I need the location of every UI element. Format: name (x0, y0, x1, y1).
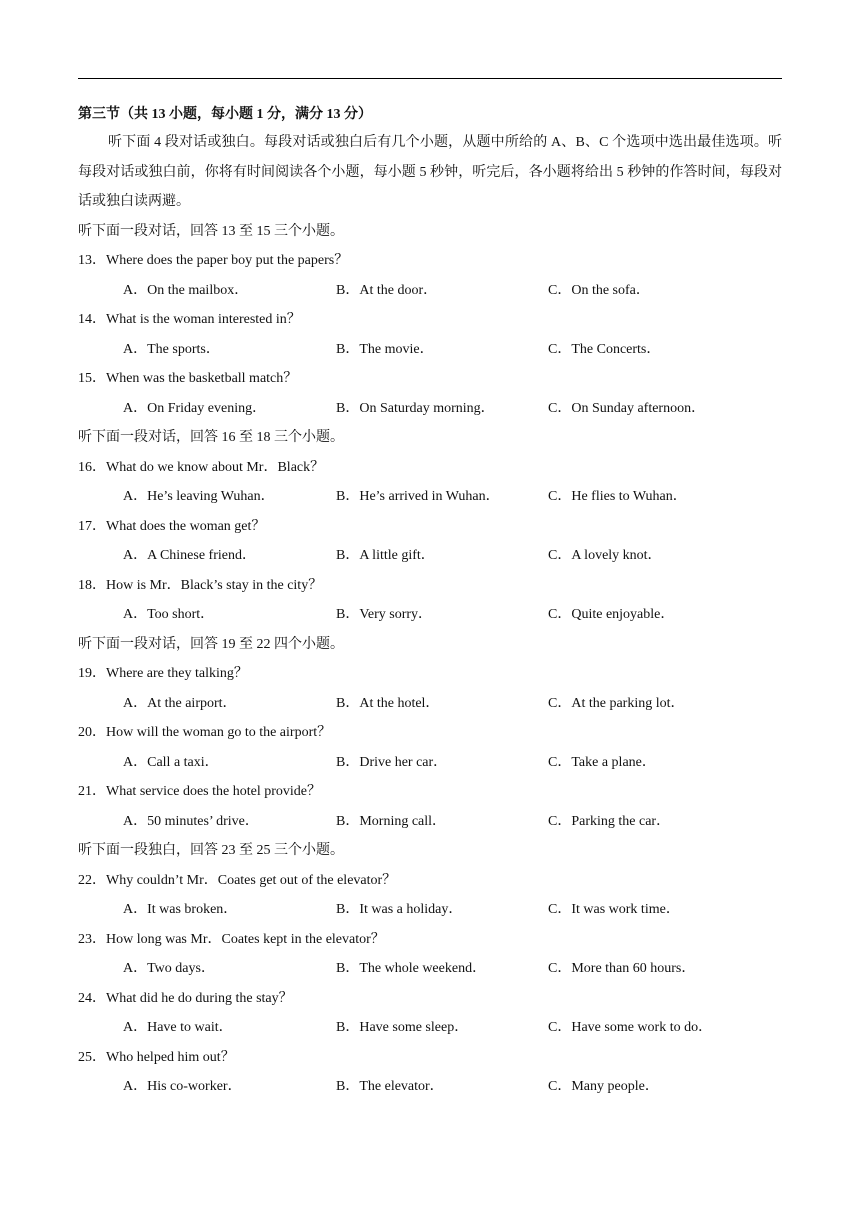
section-instructions: 听下面 4 段对话或独白。每段对话或独白后有几个小题，从题中所给的 A、B、C 个选项中选出最佳选项。听每段对话或独白前，你将有时间阅读各个小题，每小题 5 秒钟，听完后，各小题将给出 5 秒钟的作答时间，每段对话或独白读两避。 (78, 135, 782, 209)
option-c: C．The Concerts． (548, 341, 661, 357)
question-stem: 25．Who helped him out？ (78, 1049, 235, 1065)
option-a: A．The sports． (123, 341, 220, 357)
group-intro: 听下面一段独白，回答 23 至 25 三个小题。 (78, 843, 344, 858)
option-b: B．At the door． (336, 282, 438, 298)
question-item (78, 866, 782, 925)
option-c: C．Many people． (548, 1079, 659, 1094)
question-item (78, 305, 782, 364)
question-item (78, 777, 782, 836)
question-item (78, 984, 782, 1043)
answer-options (78, 394, 782, 424)
group-intro: 听下面一段对话，回答 19 至 22 四个小题。 (78, 636, 344, 652)
question-stem: 18．How is Mr．Black’s stay in the city？ (78, 577, 323, 593)
question-item (78, 925, 782, 984)
question-item (78, 512, 782, 571)
group-intro: 听下面一段对话，回答 16 至 18 三个小题。 (78, 430, 344, 445)
option-a: A．He’s leaving Wuhan． (123, 489, 275, 504)
option-b: B．The elevator． (336, 1079, 444, 1094)
option-a: A．On Friday evening． (123, 400, 267, 416)
option-c: C．On Sunday afternoon． (548, 400, 706, 416)
option-c: C．At the parking lot． (548, 695, 685, 711)
option-b: B．Drive her car． (336, 754, 448, 770)
option-a: A．Call a taxi． (123, 754, 219, 770)
option-b: B．It was a holiday． (336, 902, 463, 917)
answer-options (78, 748, 782, 778)
question-stem: 21．What service does the hotel provide？ (78, 784, 321, 799)
question-stem: 17．What does the woman get？ (78, 518, 266, 534)
question-stem: 22．Why couldn’t Mr．Coates get out of the elevator？ (78, 872, 397, 888)
option-a: A．His co-worker． (123, 1079, 242, 1094)
question-stem: 13．Where does the paper boy put the papers？ (78, 253, 349, 268)
option-b: B．At the hotel． (336, 695, 440, 711)
answer-options (78, 895, 782, 925)
answer-options (78, 1013, 782, 1043)
listening-section (78, 102, 782, 1102)
question-item (78, 571, 782, 630)
option-c: C．Quite enjoyable． (548, 607, 675, 622)
question-group (78, 630, 782, 837)
question-item (78, 1043, 782, 1102)
option-b: B．Morning call． (336, 813, 447, 829)
answer-options (78, 1072, 782, 1102)
question-group (78, 423, 782, 630)
option-b: B．On Saturday morning． (336, 400, 495, 416)
option-a: A．On the mailbox． (123, 282, 249, 298)
answer-options (78, 276, 782, 306)
option-a: A．It was broken． (123, 902, 238, 917)
question-stem: 24．What did he do during the stay？ (78, 990, 293, 1006)
option-a: A．Too short． (123, 607, 215, 622)
option-b: B．He’s arrived in Wuhan． (336, 489, 500, 504)
question-stem: 20．How will the woman go to the airport？ (78, 725, 332, 740)
answer-options (78, 807, 782, 837)
question-item (78, 364, 782, 423)
option-b: B．The movie． (336, 341, 434, 357)
option-c: C．Parking the car． (548, 813, 671, 829)
option-c: C．On the sofa． (548, 282, 650, 298)
option-a: A．Have to wait． (123, 1020, 233, 1035)
question-group (78, 217, 782, 424)
question-item (78, 718, 782, 777)
question-stem: 23．How long was Mr．Coates kept in the elevator？ (78, 931, 385, 947)
option-b: B．Very sorry． (336, 607, 433, 622)
group-intro: 听下面一段对话，回答 13 至 15 三个小题。 (78, 223, 344, 239)
answer-options (78, 541, 782, 571)
option-a: A．Two days． (123, 961, 215, 976)
answer-options (78, 600, 782, 630)
answer-options (78, 335, 782, 365)
question-item (78, 659, 782, 718)
option-c: C．Take a plane． (548, 754, 656, 770)
option-a: A．A Chinese friend． (123, 548, 256, 563)
question-stem: 14．What is the woman interested in？ (78, 312, 301, 327)
header-rule (78, 78, 782, 79)
option-c: C．More than 60 hours． (548, 961, 696, 976)
question-group (78, 836, 782, 1102)
question-stem: 15．When was the basketball match？ (78, 371, 298, 386)
option-c: C．A lovely knot． (548, 548, 662, 563)
option-b: B．A little gift． (336, 548, 435, 563)
section-heading: 第三节（共 13 小题，每小题 1 分，满分 13 分） (78, 107, 372, 122)
answer-options (78, 689, 782, 719)
option-b: B．The whole weekend． (336, 961, 487, 976)
question-item (78, 246, 782, 305)
answer-options (78, 954, 782, 984)
question-item (78, 453, 782, 512)
option-b: B．Have some sleep． (336, 1020, 469, 1035)
option-a: A．At the airport． (123, 695, 237, 711)
question-stem: 19．Where are they talking？ (78, 666, 248, 681)
answer-options (78, 482, 782, 512)
option-c: C．It was work time． (548, 902, 680, 917)
option-c: C．He flies to Wuhan． (548, 489, 687, 504)
question-stem: 16．What do we know about Mr．Black？ (78, 459, 325, 475)
option-a: A．50 minutes’ drive． (123, 813, 259, 829)
option-c: C．Have some work to do． (548, 1020, 713, 1035)
